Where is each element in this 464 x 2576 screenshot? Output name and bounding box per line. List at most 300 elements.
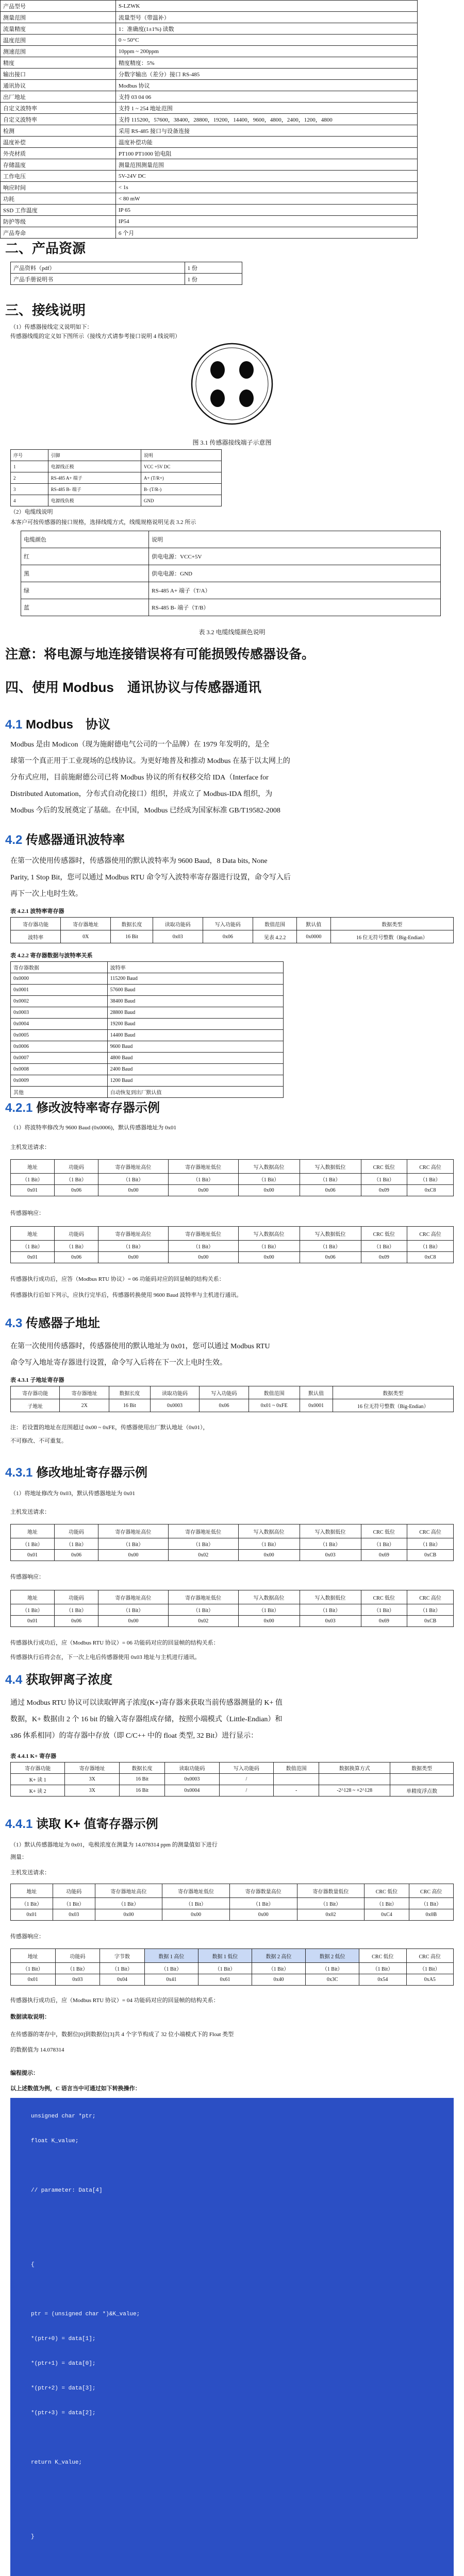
frame-cell: 地址: [11, 1884, 53, 1898]
table-cell: 数据换算方式: [319, 1762, 390, 1774]
frame-cell: （1 Bit）: [144, 1963, 198, 1974]
table-cell: 自动恢复到出厂默认值: [107, 1087, 283, 1098]
table-cell: B- (T/R-): [141, 484, 221, 495]
frame-cell: 0xC4: [364, 1909, 409, 1921]
frame-cell: 0x00: [168, 1252, 238, 1263]
table-cell: 数据类型: [390, 1762, 454, 1774]
section-4-4-paragraphs: [10, 1695, 454, 1744]
table-cell: 检测: [1, 125, 116, 137]
frame-cell: 0x01: [11, 1616, 55, 1627]
s431-after: 传感器执行成功后，应（Modbus RTU 协议）= 06 功能码对应的回显帧的结构关系：: [10, 1640, 219, 1646]
code-line: {: [31, 2262, 35, 2268]
k-register-row: [11, 1762, 454, 1774]
table-cell: 自定义波特率: [1, 114, 116, 125]
table-cell: 引脚: [48, 450, 141, 461]
address-register-table: [10, 1386, 454, 1412]
s431-after2: 传感器执行后将会在，下一次上电后传感器使用 0x03 地址与主机进行通讯。: [10, 1654, 201, 1660]
table-cell: 序号: [11, 450, 48, 461]
section-4-4-heading: [5, 1669, 464, 1687]
figure-2-caption: 表 3.2 电缆线缆颜色说明: [198, 629, 266, 636]
table-cell: 4: [11, 495, 48, 506]
frame-cell: 写入数据低位: [300, 1160, 361, 1174]
table-4-4-1-caption: 表 4.4.1 K+ 寄存器: [10, 1753, 57, 1759]
section-4-2-1-intro: （1）将波特率修改为 9600 Baud (0x0006)，默认传感器地址为 0x01: [10, 1125, 177, 1131]
spec-row: [1, 205, 418, 216]
frame-row: [11, 1185, 454, 1196]
frame-cell: 写入数据高位: [238, 1227, 300, 1241]
frame-row: [11, 1252, 454, 1263]
spec-row: [1, 114, 418, 125]
s421-response-label: 传感器响应：: [10, 1210, 44, 1216]
cable-row: [21, 548, 441, 565]
spec-row: [1, 159, 418, 171]
spec-row: [1, 137, 418, 148]
table-cell: 写入功能码: [219, 1762, 273, 1774]
spec-row: [1, 103, 418, 114]
table-cell: 5V-24V DC: [115, 171, 417, 182]
frame-cell: 0x01: [11, 1185, 55, 1196]
frame-cell: 0x00: [95, 1909, 162, 1921]
code-line: unsigned char *ptr;: [31, 2113, 96, 2120]
frame-row: [11, 1160, 454, 1174]
table-cell: VCC +5V DC: [141, 461, 221, 472]
baud-register-table: [10, 917, 454, 943]
table-cell: SSD 工作温度: [1, 205, 116, 216]
table-cell: 输出接口: [1, 69, 116, 80]
resource-row: [11, 262, 242, 274]
table-cell: 1: [11, 461, 48, 472]
section-3-title: 三、接线说明: [5, 302, 86, 318]
frame-cell: 功能码: [53, 1884, 95, 1898]
frame-cell: 地址: [11, 1949, 56, 1963]
spec-row: [1, 125, 418, 137]
table-cell: 出厂地址: [1, 91, 116, 103]
frame-cell: （1 Bit）: [361, 1174, 407, 1185]
cable-row: [21, 531, 441, 548]
table-cell: RS-485 A+ 端子: [48, 472, 141, 484]
paragraph-line: 在第一次使用传感器时，传感器使用的默认波特率为 9600 Baud，8 Data bits, None: [10, 857, 268, 865]
section-4-2-1-heading: [5, 1097, 464, 1115]
frame-cell: （1 Bit）: [168, 1174, 238, 1185]
table-cell: 3X: [65, 1774, 119, 1785]
s441-response-wrap: [10, 1948, 464, 1986]
frame-cell: 0x06: [55, 1252, 98, 1263]
table-cell: /: [219, 1774, 273, 1785]
table-cell: IP54: [115, 216, 417, 227]
table-cell: 产品手册说明书: [11, 274, 185, 285]
s431-request-wrap: [10, 1524, 464, 1561]
table-cell: 0x0006: [11, 1041, 108, 1053]
table-cell: 10ppm ~ 200ppm: [115, 46, 417, 57]
table-4-2-1-caption: 表 4.2.1 波特率寄存器: [10, 908, 64, 914]
pin-2: [239, 361, 254, 379]
table-cell: 流量型号（带温补）: [115, 12, 417, 23]
table-cell: 存储温度: [1, 159, 116, 171]
s431-response-table: [10, 1590, 454, 1627]
frame-cell: CRC 高位: [407, 1160, 454, 1174]
table-cell: [319, 1774, 390, 1785]
frame-cell: 0xC8: [407, 1252, 454, 1263]
spec-row: [1, 35, 418, 46]
table-cell: 外壳材质: [1, 148, 116, 159]
frame-cell: 0x01: [11, 1909, 53, 1921]
paragraph-line: 在第一次使用传感器时，传感器使用的默认地址为 0x01，您可以通过 Modbus RTU: [10, 1343, 270, 1350]
section-4-3-number: 4.3: [5, 1316, 23, 1330]
table-cell: 蓝: [21, 599, 149, 616]
cable-section: [21, 531, 464, 616]
frame-cell: 0x06: [300, 1185, 361, 1196]
frame-cell: （1 Bit）: [98, 1174, 169, 1185]
frame-cell: 0x69: [361, 1550, 407, 1561]
spec-row: [1, 171, 418, 182]
code-line: }: [31, 2534, 35, 2540]
table-cell: RS-485 A+ 端子（T/A）: [149, 582, 441, 599]
table-cell: 防护等级: [1, 216, 116, 227]
section-4-3-paragraphs: [10, 1338, 454, 1371]
section-4-4-1-number: 4.4.1: [5, 1817, 33, 1831]
table-cell: 0x0007: [11, 1053, 108, 1064]
s421-response-table: [10, 1226, 454, 1263]
section-4-2-1-host: 主机发送请求：: [10, 1144, 50, 1150]
table-cell: IP 65: [115, 205, 417, 216]
table-4-2-1-wrap: [10, 917, 464, 943]
frame-cell: CRC 高位: [407, 1227, 454, 1241]
frame-cell: 功能码: [55, 1590, 98, 1604]
address-register-row: [11, 1399, 454, 1412]
frame-cell: CRC 高位: [406, 1949, 453, 1963]
table-cell: 自定义波特率: [1, 103, 116, 114]
spec-row: [1, 57, 418, 69]
table-cell: 0x0002: [11, 996, 108, 1007]
frame-row: [11, 1538, 454, 1550]
table-cell: 供电电源：GND: [149, 565, 441, 582]
frame-row: [11, 1604, 454, 1616]
frame-cell: 寄存器地址低位: [162, 1884, 230, 1898]
frame-cell: 写入数据低位: [300, 1524, 361, 1538]
table-cell: 数据类型: [333, 1386, 453, 1399]
frame-row: [11, 1963, 454, 1974]
paragraph-line: 分布式应用，目前施耐德公司已将 Modbus 协议的所有权移交给 IDA（Interface for: [10, 774, 269, 782]
table-cell: A+ (T/R+): [141, 472, 221, 484]
frame-cell: 0x41: [144, 1974, 198, 1986]
frame-cell: CRC 低位: [361, 1227, 407, 1241]
figure-1-caption: 图 3.1 传感器接线端子示意图: [192, 439, 272, 446]
frame-cell: 0x00: [162, 1909, 230, 1921]
s441-request-wrap: [10, 1884, 464, 1921]
table-cell: 数值范围: [274, 1762, 319, 1774]
frame-cell: 0x61: [198, 1974, 252, 1986]
pin-table: [10, 449, 222, 506]
frame-cell: （1 Bit）: [168, 1241, 238, 1252]
frame-cell: 0xC8: [407, 1185, 454, 1196]
frame-cell: （1 Bit）: [407, 1174, 454, 1185]
frame-cell: 0x00: [98, 1252, 169, 1263]
table-cell: 默认值: [297, 918, 330, 930]
paragraph-line: 通过 Modbus RTU 协议可以读取钾离子浓度(K+)寄存器来获取当前传感器测量的 K+ 值: [10, 1699, 283, 1707]
table-cell: /: [219, 1785, 273, 1797]
frame-cell: 0x03: [53, 1909, 95, 1921]
frame-cell: （1 Bit）: [229, 1898, 297, 1909]
table-cell: 写入功能码: [203, 918, 253, 930]
table-cell: RS-485 B- 端子（T/B）: [149, 599, 441, 616]
table-cell: Modbus 协议: [115, 80, 417, 91]
baud-mapping-row: [11, 996, 284, 1007]
table-cell: 产品寿命: [1, 227, 116, 239]
frame-cell: 写入数据低位: [300, 1590, 361, 1604]
table-cell: 6 个月: [115, 227, 417, 239]
frame-cell: （1 Bit）: [11, 1898, 53, 1909]
frame-cell: 寄存器地址低位: [168, 1160, 238, 1174]
section-4-2-heading: [5, 829, 464, 848]
frame-cell: （1 Bit）: [168, 1604, 238, 1616]
table-cell: 0x0000: [11, 973, 108, 985]
frame-cell: 0x00: [98, 1550, 169, 1561]
cable-row: [21, 565, 441, 582]
table-cell: 波特率: [107, 962, 283, 973]
frame-cell: 寄存器地址高位: [95, 1884, 162, 1898]
frame-cell: 地址: [11, 1590, 55, 1604]
frame-cell: （1 Bit）: [55, 1538, 98, 1550]
table-cell: 其他: [11, 1087, 108, 1098]
spec-row: [1, 80, 418, 91]
table-cell: 0X: [61, 930, 111, 943]
table-cell: 数据长度: [109, 1386, 150, 1399]
section-4-2-1-title: 修改波特率寄存器示例: [36, 1101, 160, 1115]
frame-cell: （1 Bit）: [297, 1898, 364, 1909]
frame-cell: （1 Bit）: [361, 1538, 407, 1550]
table-cell: 16 位无符号整数（Big-Endian）: [333, 1399, 453, 1412]
frame-cell: （1 Bit）: [359, 1963, 406, 1974]
frame-cell: 0x00: [168, 1185, 238, 1196]
table-cell: 电源线负极: [48, 495, 141, 506]
table-cell: 温度补偿: [1, 137, 116, 148]
table-cell: 读取功能码: [165, 1762, 219, 1774]
table-cell: 28800 Baud: [107, 1007, 283, 1019]
wiring-sub2-note: 本客户可按传感器的接口规格，选择线缆方式，线缆规格说明见表 3.2 所示: [10, 519, 196, 526]
frame-cell: 功能码: [55, 1524, 98, 1538]
paragraph-line: Distributed Automation，分布式自动化接口）组织，并成立了 Modbus-IDA 组织，为: [10, 790, 273, 798]
frame-row: [11, 1524, 454, 1538]
s441-response-table: [10, 1948, 454, 1986]
frame-cell: 0x06: [55, 1185, 98, 1196]
frame-cell: 0x54: [359, 1974, 406, 1986]
frame-cell: （1 Bit）: [11, 1604, 55, 1616]
s441-code-sub: 以上述数值为例，C 语言当中可通过如下转换操作：: [10, 2086, 141, 2092]
frame-cell: 寄存器地址高位: [98, 1524, 169, 1538]
frame-row: [11, 1616, 454, 1627]
wiring-intro: （1）传感器接线定义说明如下：: [10, 324, 93, 330]
frame-cell: 0x03: [300, 1550, 361, 1561]
spec-row: [1, 46, 418, 57]
code-line: ptr = (unsigned char *)&K_value;: [31, 2311, 140, 2317]
table-cell: 4800 Baud: [107, 1053, 283, 1064]
frame-cell: （1 Bit）: [238, 1241, 300, 1252]
pin-row: [11, 484, 222, 495]
section-4-3-1-number: 4.3.1: [5, 1466, 33, 1480]
frame-cell: 0x69: [361, 1616, 407, 1627]
baud-mapping-row: [11, 1087, 284, 1098]
frame-cell: 数据 2 低位: [306, 1949, 359, 1963]
table-cell: PT100 PT1000 铂电阻: [115, 148, 417, 159]
frame-cell: 0x00: [98, 1616, 169, 1627]
frame-cell: 0x03: [300, 1616, 361, 1627]
frame-cell: （1 Bit）: [300, 1604, 361, 1616]
frame-cell: 0x40: [252, 1974, 306, 1986]
section-4-4-number: 4.4: [5, 1673, 23, 1687]
s431-request-table: [10, 1524, 454, 1561]
frame-cell: 0x03: [55, 1974, 100, 1986]
table-cell: < 80 mW: [115, 193, 417, 205]
baud-mapping-row: [11, 962, 284, 973]
table-4-2-2-caption: 表 4.2.2 寄存器数据与波特率关系: [10, 953, 93, 959]
section-4-3-1-heading: [5, 1462, 464, 1480]
spec-section: [0, 0, 464, 239]
table-cell: 寄存器功能: [11, 1386, 60, 1399]
frame-cell: CRC 高位: [409, 1884, 453, 1898]
code-line: *(ptr+0) = data[1];: [31, 2336, 96, 2342]
section-4-title: 四、使用 Modbus 通讯协议与传感器通讯: [5, 680, 261, 695]
table-cell: 1200 Baud: [107, 1075, 283, 1087]
table-cell: 0x0000: [297, 930, 330, 943]
section-4-1-heading: [5, 714, 464, 732]
frame-cell: （1 Bit）: [361, 1241, 407, 1252]
table-cell: 9600 Baud: [107, 1041, 283, 1053]
s421-after: 传感器执行成功后，应答（Modbus RTU 协议）= 06 功能码对应的回显帧的结构关系：: [10, 1276, 225, 1282]
frame-cell: 写入数据低位: [300, 1227, 361, 1241]
section-4-4-1-title: 读取 K+ 值寄存器示例: [36, 1817, 158, 1831]
spec-row: [1, 69, 418, 80]
table-cell: S-LZWK: [115, 1, 417, 12]
s441-after: 传感器执行成功后，应（Modbus RTU 协议）= 04 功能码对应的回显帧的结构关系：: [10, 1997, 219, 2004]
frame-cell: 地址: [11, 1227, 55, 1241]
s441-code-title: 编程提示：: [10, 2070, 39, 2076]
table-cell: 115200 Baud: [107, 973, 283, 985]
section-4-2-title: 传感器通讯波特率: [26, 833, 125, 847]
resource-row: [11, 274, 242, 285]
frame-cell: 寄存器地址低位: [168, 1590, 238, 1604]
table-cell: [274, 1774, 319, 1785]
warning-text: 注意：将电源与地连接错误将有可能损毁传感器设备。: [5, 647, 315, 662]
frame-cell: 0x00: [238, 1616, 300, 1627]
frame-cell: （1 Bit）: [55, 1241, 98, 1252]
frame-cell: （1 Bit）: [361, 1604, 407, 1616]
table-cell: 数值范围: [253, 918, 297, 930]
table-cell: 黑: [21, 565, 149, 582]
s421-request-wrap: [10, 1159, 464, 1196]
table-cell: 电源线正极: [48, 461, 141, 472]
s431-response-wrap: [10, 1590, 464, 1627]
cable-row: [21, 599, 441, 616]
paragraph-line: 再下一次上电时生效。: [10, 890, 82, 898]
baud-mapping-row: [11, 1075, 284, 1087]
section-4-2-paragraphs: [10, 853, 454, 903]
table-cell: 0x06: [203, 930, 253, 943]
section-4-4-1-intro: [10, 1840, 464, 1849]
section-4-4-1-heading: [5, 1814, 464, 1832]
frame-cell: 0x06: [55, 1616, 98, 1627]
frame-cell: CRC 高位: [407, 1590, 454, 1604]
table-cell: 0x0001: [300, 1399, 333, 1412]
section-4-3-title: 传感器子地址: [26, 1316, 101, 1330]
section-4-4-title: 获取钾离子浓度: [26, 1673, 113, 1687]
frame-cell: 寄存器地址高位: [98, 1227, 169, 1241]
frame-cell: （1 Bit）: [11, 1241, 55, 1252]
code-line: float K_value;: [31, 2138, 79, 2144]
frame-cell: 0x00: [238, 1550, 300, 1561]
s441-request-table: [10, 1884, 454, 1921]
frame-cell: （1 Bit）: [300, 1538, 361, 1550]
frame-cell: （1 Bit）: [98, 1241, 169, 1252]
frame-cell: 0x04: [100, 1974, 145, 1986]
code-line: *(ptr+2) = data[3];: [31, 2385, 96, 2392]
frame-cell: （1 Bit）: [11, 1538, 55, 1550]
table-cell: 响应时间: [1, 182, 116, 193]
s441-response-label: 传感器响应：: [10, 1934, 44, 1940]
k-register-table: [10, 1762, 454, 1797]
frame-cell: 寄存器地址低位: [168, 1524, 238, 1538]
table-cell: 温度补偿功能: [115, 137, 417, 148]
table-cell: 19200 Baud: [107, 1019, 283, 1030]
frame-cell: （1 Bit）: [300, 1241, 361, 1252]
frame-cell: 0x01: [11, 1252, 55, 1263]
table-cell: 16 Bit: [119, 1785, 164, 1797]
frame-cell: 寄存器数量低位: [297, 1884, 364, 1898]
table-cell: 子地址: [11, 1399, 60, 1412]
table-cell: 16 Bit: [119, 1774, 164, 1785]
frame-cell: （1 Bit）: [406, 1963, 453, 1974]
section-4-1-title: Modbus 协议: [26, 718, 111, 732]
table-cell: 2: [11, 472, 48, 484]
frame-cell: （1 Bit）: [168, 1538, 238, 1550]
resource-section: [10, 262, 464, 285]
section-4-3-note2: 不可修改、不可重复。: [10, 1438, 67, 1444]
address-register-row: [11, 1386, 454, 1399]
frame-cell: （1 Bit）: [98, 1538, 169, 1550]
table-cell: 0x06: [200, 1399, 248, 1412]
frame-cell: 0x06: [300, 1252, 361, 1263]
frame-cell: （1 Bit）: [300, 1174, 361, 1185]
s431-response-label: 传感器响应：: [10, 1574, 44, 1580]
code-line: *(ptr+3) = data[2];: [31, 2410, 96, 2416]
frame-row: [11, 1909, 454, 1921]
s441-data1: 在传感器的寄存中，数据位[0]到数据位[3]共 4 个字节构成了 32 位小端模式下的 Float 类型: [10, 2031, 234, 2038]
connector-outline: [192, 344, 272, 424]
table-cell: 16 Bit: [111, 930, 153, 943]
table-cell: 0x0001: [11, 985, 108, 996]
pin-row: [11, 450, 222, 461]
s421-request-table: [10, 1159, 454, 1196]
cable-table: [21, 531, 441, 616]
section-4-1-number: 4.1: [5, 718, 23, 732]
frame-cell: 字节数: [100, 1949, 145, 1963]
section-4-3-1-host: 主机发送请求：: [10, 1509, 50, 1515]
pin-row: [11, 461, 222, 472]
table-cell: 默认值: [300, 1386, 333, 1399]
frame-cell: CRC 高位: [407, 1524, 454, 1538]
table-cell: 精度: [1, 57, 116, 69]
table-4-3-1-caption: 表 4.3.1 子地址寄存器: [10, 1377, 64, 1383]
table-cell: 产品资料（pdf）: [11, 262, 185, 274]
frame-row: [11, 1884, 454, 1898]
code-line: return K_value;: [31, 2460, 82, 2466]
frame-cell: 寄存器地址低位: [168, 1227, 238, 1241]
frame-cell: 0x3C: [306, 1974, 359, 1986]
frame-cell: CRC 低位: [361, 1524, 407, 1538]
section-4-3-heading: [5, 1313, 464, 1331]
k-register-row: [11, 1785, 454, 1797]
table-cell: -2^128 ~ +2^128: [319, 1785, 390, 1797]
paragraph-line: Parity, 1 Stop Bit，您可以通过 Modbus RTU 命令写入波特率寄存器进行设置，命令写入后: [10, 874, 291, 882]
